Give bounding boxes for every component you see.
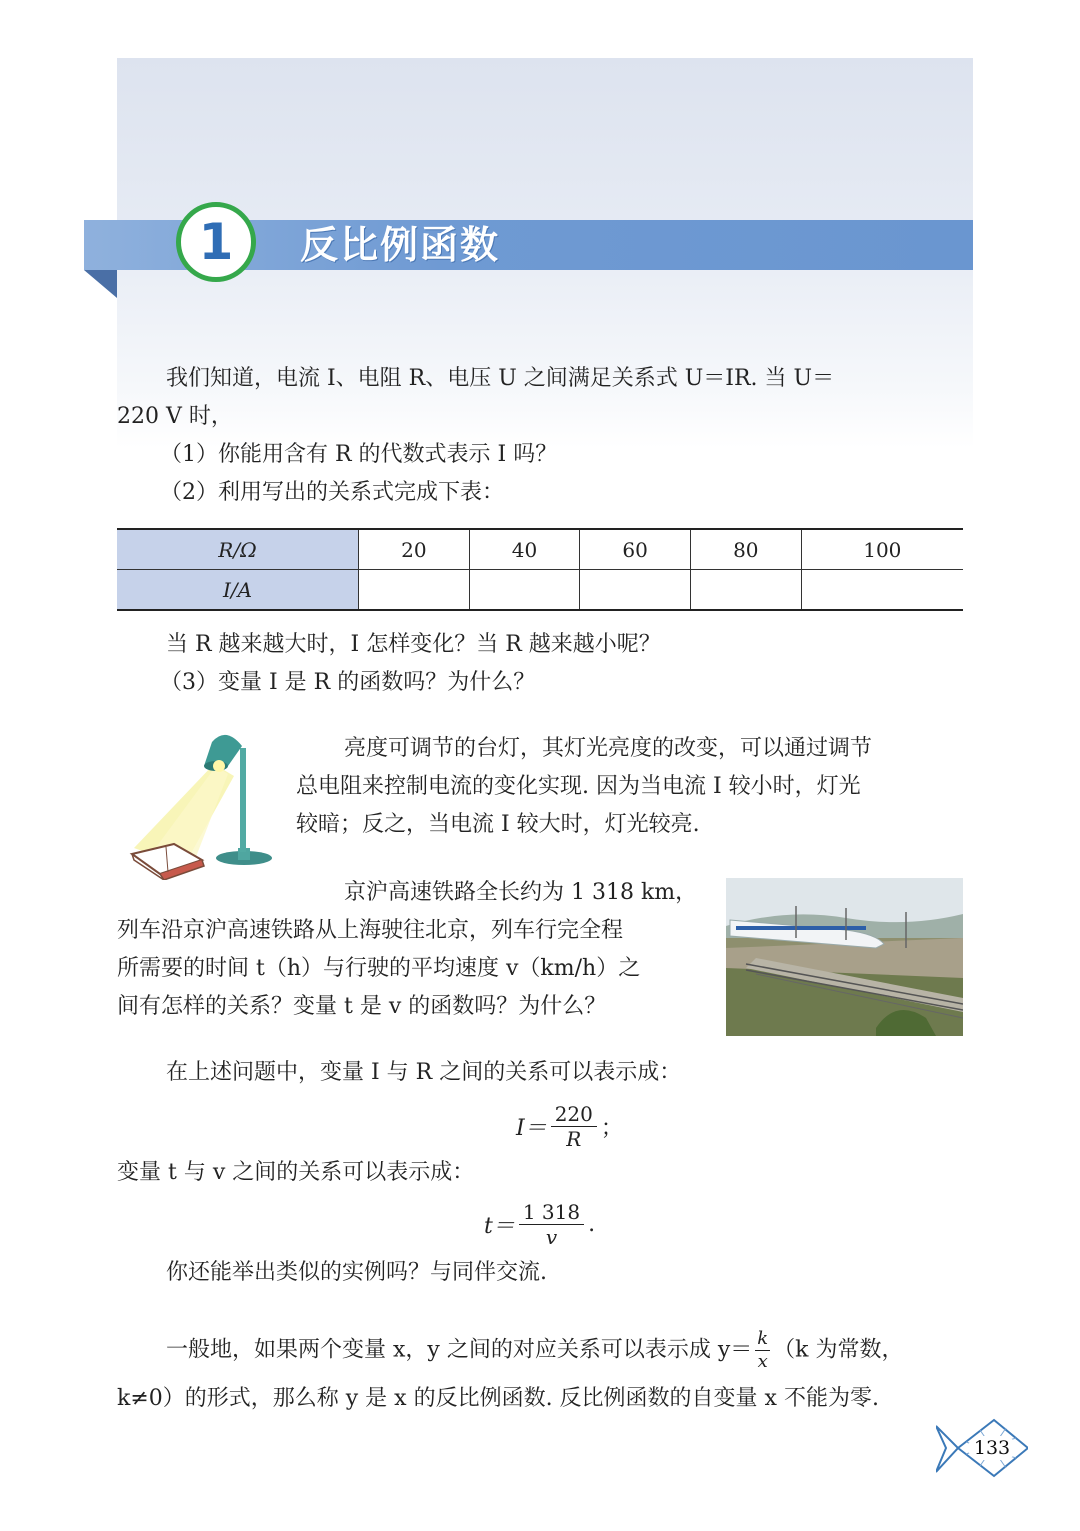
formula-current-lhs: I＝ bbox=[516, 1116, 547, 1141]
formula-time-numerator: 1 318 bbox=[519, 1200, 584, 1225]
formula-time-denominator: v bbox=[545, 1225, 558, 1249]
definition-line-1 bbox=[166, 1328, 904, 1373]
definition-line-1-pre: 一般地，如果两个变量 x，y 之间的对应关系可以表示成 y＝ bbox=[166, 1337, 753, 1363]
table-cell-empty bbox=[690, 570, 801, 611]
train-text-line-2: 列车沿京沪高速铁路从上海驶往北京，列车行完全程 bbox=[117, 918, 624, 943]
lamp-text-line-3: 较暗；反之，当电流 I 较大时，灯光较亮. bbox=[296, 812, 700, 837]
formula-time bbox=[484, 1200, 595, 1249]
table-cell-empty bbox=[801, 570, 963, 611]
high-speed-train-photo bbox=[726, 878, 963, 1036]
lamp-text-line-1: 亮度可调节的台灯，其灯光亮度的改变，可以通过调节 bbox=[344, 736, 873, 761]
relations-intro-1: 在上述问题中，变量 I 与 R 之间的关系可以表示成： bbox=[166, 1060, 682, 1085]
table-cell-empty bbox=[469, 570, 580, 611]
train-text-line-4: 间有怎样的关系？变量 t 是 v 的函数吗？为什么？ bbox=[117, 994, 607, 1019]
question-1: （1）你能用含有 R 的代数式表示 I 吗？ bbox=[160, 442, 558, 467]
question-2: （2）利用写出的关系式完成下表： bbox=[160, 480, 504, 505]
table-cell: 60 bbox=[580, 529, 691, 570]
definition-line-2: k≠0）的形式，那么称 y 是 x 的反比例函数. 反比例函数的自变量 x 不能为零. bbox=[117, 1386, 879, 1411]
definition-fraction-numerator: k bbox=[757, 1328, 769, 1349]
question-3: （3）变量 I 是 R 的函数吗？为什么？ bbox=[160, 670, 536, 695]
formula-current-end: ； bbox=[600, 1116, 623, 1141]
section-number: 1 bbox=[198, 213, 234, 271]
title-bar-fold bbox=[84, 270, 117, 298]
formula-time-lhs: t＝ bbox=[484, 1214, 515, 1239]
section-number-badge bbox=[176, 202, 256, 282]
definition-fraction-denominator: x bbox=[757, 1351, 768, 1372]
table-cell-empty bbox=[580, 570, 691, 611]
intro-line-1: 我们知道，电流 I、电阻 R、电压 U 之间满足关系式 U＝IR. 当 U＝ bbox=[166, 366, 835, 391]
table-cell: 100 bbox=[801, 529, 963, 570]
intro-line-2: 220 V 时， bbox=[117, 404, 233, 429]
table-cell: 40 bbox=[469, 529, 580, 570]
definition-line-1-post: （k 为常数， bbox=[773, 1337, 904, 1363]
lamp-text-line-2: 总电阻来控制电流的变化实现. 因为当电流 I 较小时，灯光 bbox=[296, 774, 861, 799]
formula-current-numerator: 220 bbox=[551, 1102, 597, 1127]
table-row bbox=[117, 570, 963, 611]
formula-current-denominator: R bbox=[566, 1127, 582, 1151]
relations-intro-2: 变量 t 与 v 之间的关系可以表示成： bbox=[117, 1160, 475, 1185]
train-text-line-1: 京沪高速铁路全长约为 1 318 km， bbox=[344, 880, 698, 905]
section-title: 反比例函数 bbox=[300, 223, 501, 267]
table-cell-empty bbox=[359, 570, 470, 611]
train-text-line-3: 所需要的时间 t（h）与行驶的平均速度 v（km/h）之 bbox=[117, 956, 641, 981]
table-row bbox=[117, 529, 963, 570]
definition-fraction bbox=[755, 1328, 770, 1373]
table-header-current: I/A bbox=[117, 570, 359, 611]
formula-current bbox=[516, 1102, 623, 1151]
more-examples-prompt: 你还能举出类似的实例吗？与同伴交流. bbox=[166, 1260, 547, 1285]
page-number: 133 bbox=[968, 1436, 1016, 1460]
table-cell: 20 bbox=[359, 529, 470, 570]
desk-lamp-illustration bbox=[124, 726, 280, 880]
table-cell: 80 bbox=[690, 529, 801, 570]
resistance-current-table bbox=[117, 528, 963, 611]
table-header-resistance: R/Ω bbox=[117, 529, 359, 570]
formula-time-end: . bbox=[588, 1212, 596, 1237]
after-table-line: 当 R 越来越大时，I 怎样变化？当 R 越来越小呢？ bbox=[166, 632, 661, 657]
